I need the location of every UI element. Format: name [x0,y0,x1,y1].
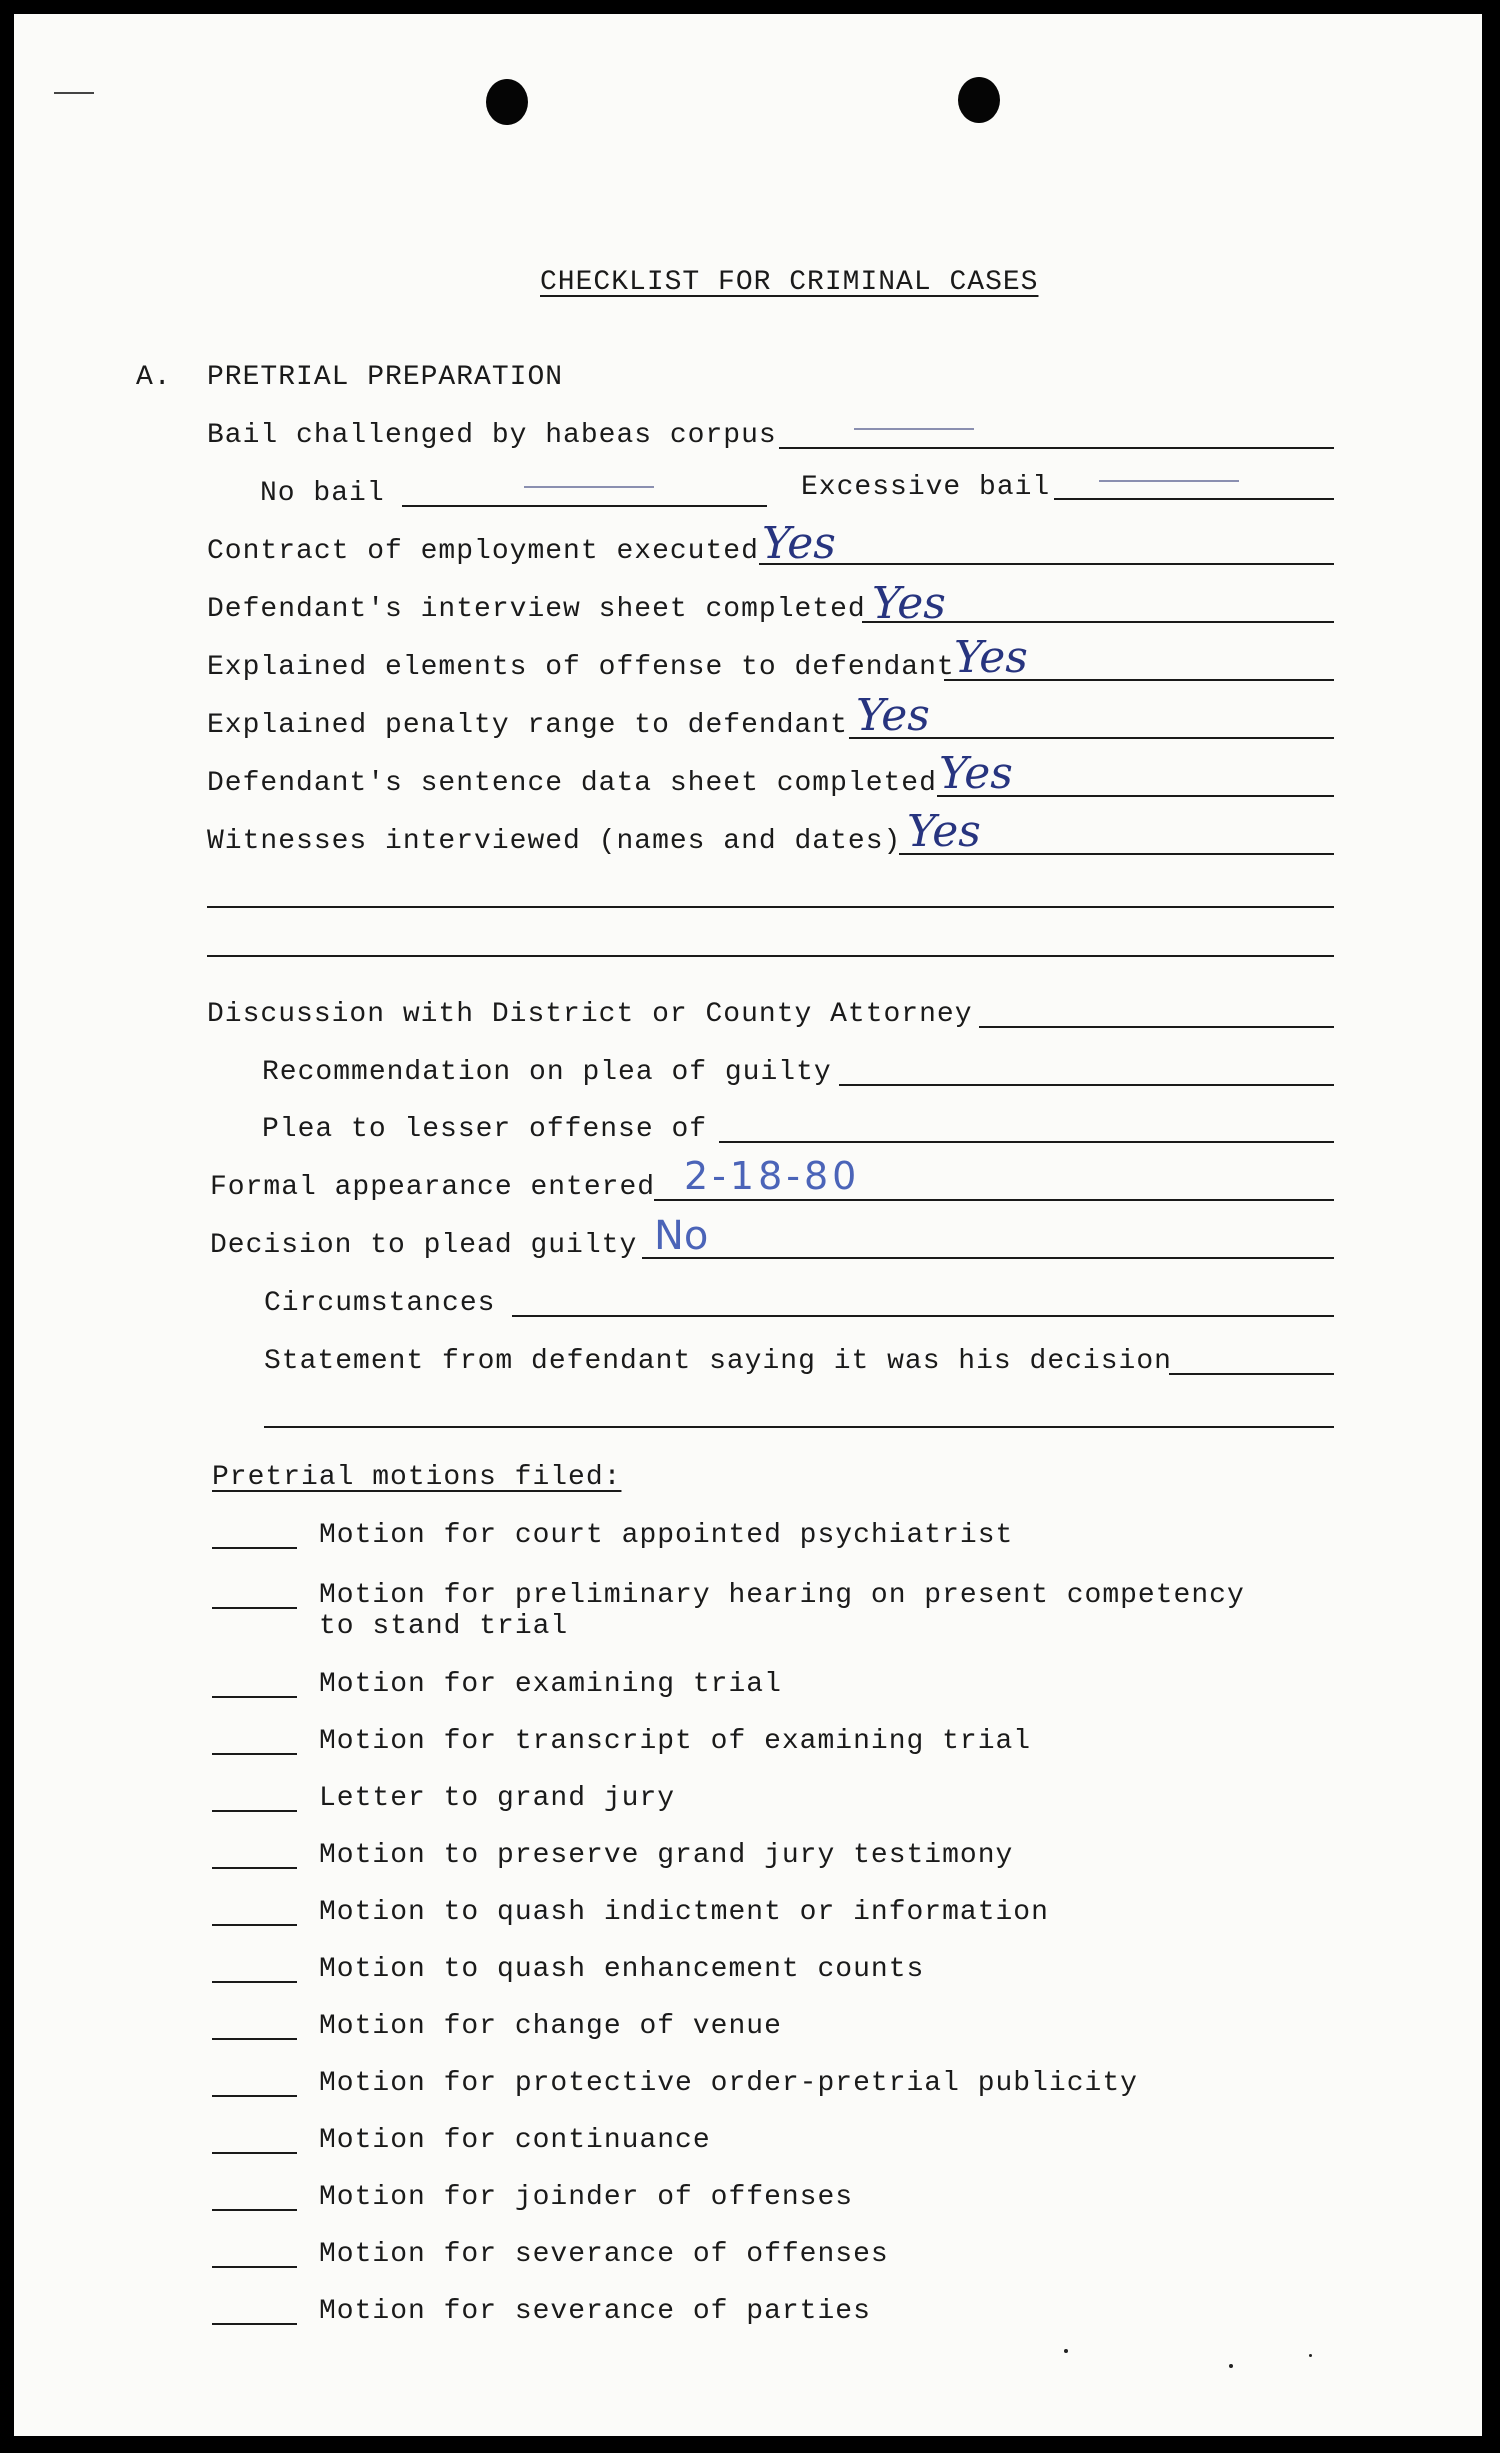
handwritten-dash [1099,480,1239,482]
field-label-discussion: Discussion with District or County Attorney [207,999,973,1030]
motion-check-line [212,1607,297,1609]
motion-item: Motion for preliminary hearing on present competency to stand trial [319,1580,1245,1642]
field-label-penalty-range: Explained penalty range to defendant [207,710,848,741]
answer-line-lesser-offense [719,1141,1334,1143]
page-mark [54,92,94,94]
field-label-circumstances: Circumstances [264,1288,496,1319]
motion-item: Motion for change of venue [319,2011,782,2042]
motion-check-line [212,2095,297,2097]
answer-line-contract [759,563,1334,565]
motion-item: Motion to quash indictment or information [319,1897,1049,1928]
field-label-contract: Contract of employment executed [207,536,759,567]
answer-formal-appearance: 2-18-80 [684,1154,861,1198]
answer-line-witnesses-2 [207,906,1334,908]
section-heading: PRETRIAL PREPARATION [207,362,564,393]
motion-check-line [212,1547,297,1549]
answer-line-statement [1169,1373,1334,1375]
motion-item: Motion for transcript of examining trial [319,1726,1032,1757]
answer-contract: Yes [762,518,836,569]
motion-item: Motion for severance of parties [319,2296,871,2327]
answer-line-recommendation [839,1084,1334,1086]
section-letter: A. [136,362,172,393]
answer-witnesses: Yes [907,806,981,857]
motion-item: Motion for court appointed psychiatrist [319,1520,1014,1551]
motion-item: Motion for joinder of offenses [319,2182,854,2213]
answer-line-discussion [979,1026,1334,1028]
field-label-formal-appearance: Formal appearance entered [210,1172,656,1203]
answer-line-decision-plead [642,1257,1334,1259]
answer-line-statement-2 [264,1426,1334,1428]
page-speck [1064,2349,1068,2353]
punch-hole-right [958,77,1000,123]
motion-check-line [212,1810,297,1812]
motion-check-line [212,2209,297,2211]
field-label-excessive-bail: Excessive bail [801,472,1051,503]
motion-check-line [212,1696,297,1698]
motion-check-line [212,2323,297,2325]
motion-check-line [212,2266,297,2268]
motion-check-line [212,2038,297,2040]
motion-check-line [212,1981,297,1983]
answer-line-circumstances [512,1315,1334,1317]
answer-line-no-bail [402,505,767,507]
field-label-no-bail: No bail [260,478,385,509]
answer-sentence-data: Yes [939,748,1013,799]
motion-item: Motion for examining trial [319,1669,782,1700]
answer-line-excessive-bail [1054,498,1334,500]
motion-check-line [212,1924,297,1926]
field-label-witnesses: Witnesses interviewed (names and dates) [207,826,902,857]
field-label-sentence-data: Defendant's sentence data sheet completed [207,768,937,799]
motion-check-line [212,2152,297,2154]
motion-item: Motion to preserve grand jury testimony [319,1840,1014,1871]
answer-elements-offense: Yes [954,632,1028,683]
field-label-recommendation: Recommendation on plea of guilty [262,1057,832,1088]
motions-heading: Pretrial motions filed: [212,1462,622,1493]
field-label-decision-plead: Decision to plead guilty [210,1230,638,1261]
answer-interview-sheet: Yes [872,578,946,629]
field-label-statement: Statement from defendant saying it was his decision [264,1346,1172,1377]
handwritten-dash [854,428,974,430]
motion-item: Motion for protective order-pretrial publicity [319,2068,1138,2099]
answer-line-formal-appearance [654,1199,1334,1201]
motion-item: Letter to grand jury [319,1783,676,1814]
answer-line-witnesses-3 [207,955,1334,957]
document-page [14,14,1482,2436]
answer-penalty-range: Yes [856,690,930,741]
answer-line-bail-habeas [779,447,1334,449]
punch-hole-left [486,79,528,125]
page-speck [1229,2364,1233,2368]
answer-decision-plead: No [654,1213,709,1259]
field-label-interview-sheet: Defendant's interview sheet completed [207,594,866,625]
field-label-elements-offense: Explained elements of offense to defendant [207,652,955,683]
handwritten-dash [524,486,654,488]
motion-check-line [212,1867,297,1869]
motion-item: Motion for continuance [319,2125,711,2156]
motion-item: Motion for severance of offenses [319,2239,889,2270]
motion-check-line [212,1753,297,1755]
page-speck [1309,2354,1312,2357]
field-label-bail-habeas: Bail challenged by habeas corpus [207,420,777,451]
page-title: CHECKLIST FOR CRIMINAL CASES [540,267,1039,298]
field-label-lesser-offense: Plea to lesser offense of [262,1114,708,1145]
motion-item: Motion to quash enhancement counts [319,1954,925,1985]
